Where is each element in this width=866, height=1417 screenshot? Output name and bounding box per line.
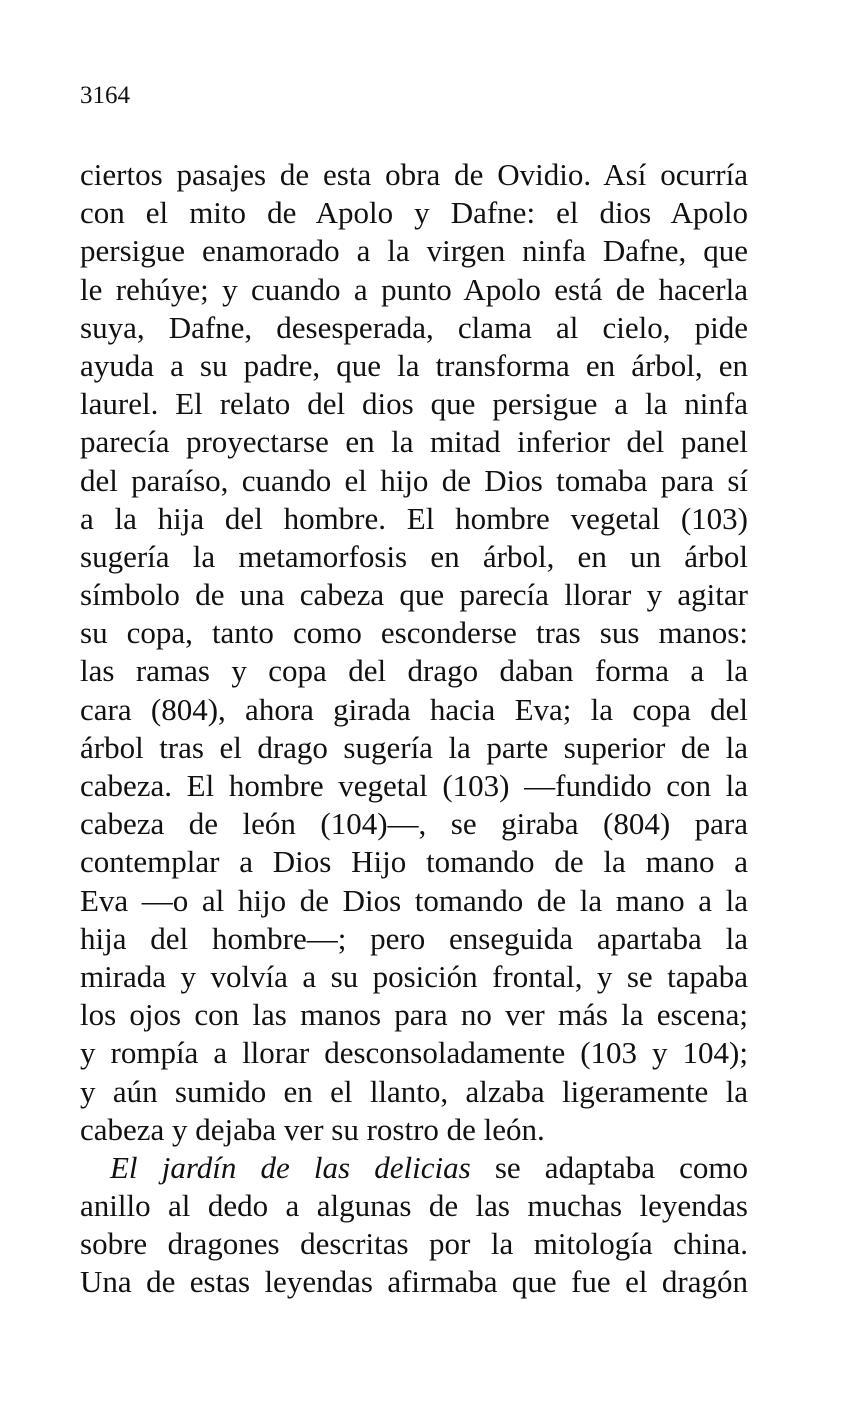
text-line: anillo al dedo a algunas de las muchas leyendas (80, 1188, 748, 1224)
text-line: sugería la metamorfosis en árbol, en un árbol (80, 538, 748, 574)
text-line: contemplar a Dios Hijo tomando de la mano a (80, 844, 748, 880)
text-line: hija del hombre—; pero enseguida apartaba la (80, 920, 748, 956)
text-line: ayuda a su padre, que la transforma en árbol, en (80, 347, 748, 383)
text-line: Eva —o al hijo de Dios tomando de la mano a la (80, 882, 748, 918)
text-line: ciertos pasajes de esta obra de Ovidio. Así ocurría (80, 157, 748, 192)
text-line: Una de estas leyendas afirmaba que fue el dragón (80, 1264, 748, 1300)
text-line: y rompía a llorar desconsoladamente (103 y 104); (80, 1035, 748, 1071)
paragraph-2 (80, 1149, 748, 1302)
paragraph-1 (80, 156, 748, 1149)
text-line: le rehúye; y cuando a punto Apolo está de hacerla (80, 271, 748, 307)
text-line: suya, Dafne, desesperada, clama al cielo, pide (80, 309, 748, 345)
book-title: El jardín de las delicias (110, 1149, 471, 1185)
text-line: las ramas y copa del drago daban forma a la (80, 653, 748, 689)
text-line: parecía proyectarse en la mitad inferior del panel (80, 424, 748, 460)
page-number: 3164 (80, 82, 130, 109)
text-line: a la hija del hombre. El hombre vegetal (103) (80, 500, 748, 536)
text-line: símbolo de una cabeza que parecía llorar y agitar (80, 577, 748, 613)
text-line: del paraíso, cuando el hijo de Dios tomaba para sí (80, 462, 748, 498)
text-line: los ojos con las manos para no ver más la escena; (80, 997, 748, 1033)
body-text (80, 156, 748, 1302)
text-line: su copa, tanto como esconderse tras sus manos: (80, 615, 748, 651)
text-line: laurel. El relato del dios que persigue a la ninfa (80, 386, 748, 422)
text-line: mirada y volvía a su posición frontal, y se tapaba (80, 958, 748, 994)
text-line: con el mito de Apolo y Dafne: el dios Apolo (80, 195, 748, 231)
text-line: cabeza y dejaba ver su rostro de león. (80, 1111, 545, 1147)
text-line: cabeza de león (104)—, se giraba (804) para (80, 806, 748, 842)
text-line: cara (804), ahora girada hacia Eva; la copa del (80, 691, 748, 727)
text-fragment: se adaptaba como (470, 1149, 748, 1185)
text-line (80, 1149, 748, 1187)
text-line: sobre dragones descritas por la mitología china. (80, 1226, 748, 1262)
text-line: persigue enamorado a la virgen ninfa Dafne, que (80, 233, 748, 269)
text-line: árbol tras el drago sugería la parte superior de la (80, 729, 748, 765)
text-line: y aún sumido en el llanto, alzaba ligeramente la (80, 1073, 748, 1109)
text-line: cabeza. El hombre vegetal (103) —fundido con la (80, 768, 748, 803)
